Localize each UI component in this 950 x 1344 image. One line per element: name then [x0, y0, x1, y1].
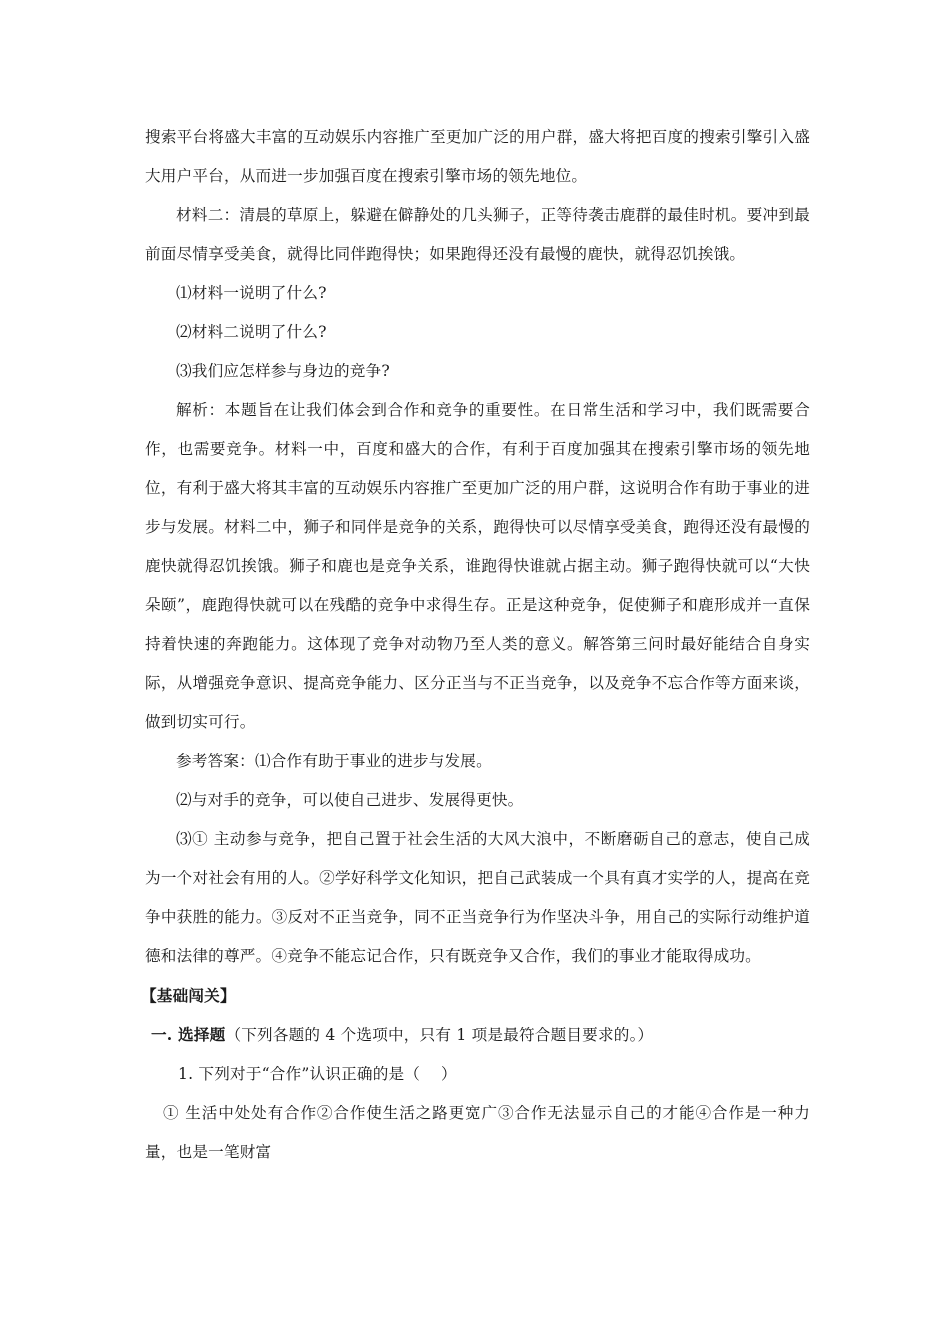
- question-3: ⑶我们应怎样参与身边的竞争?: [176, 362, 390, 380]
- paragraph-material-two: 材料二：清晨的草原上，躲避在僻静处的几头狮子，正等待袭击鹿群的最佳时机。要冲到最前面尽情享受美食，就得比同伴跑得快；如果跑得还没有最慢的鹿快，就得忍饥挨饿。: [145, 206, 810, 263]
- choice-question-1: 1. 下列对于“合作”认识正确的是（ ）: [178, 1065, 457, 1083]
- choice-title: 一. 选择题: [151, 1025, 226, 1044]
- answer-1: 参考答案：⑴合作有助于事业的进步与发展。: [176, 752, 492, 770]
- document-body: [141, 118, 810, 1172]
- answer-2: ⑵与对手的竞争，可以使自己进步、发展得更快。: [176, 791, 524, 809]
- choice-note: （下列各题的 4 个选项中，只有 1 项是最符合题目要求的。）: [225, 1026, 654, 1044]
- analysis-paragraph: 解析：本题旨在让我们体会到合作和竞争的重要性。在日常生活和学习中，我们既需要合作，也需要竞争。材料一中，百度和盛大的合作，有利于百度加强其在搜索引擎市场的领先地位，有利于盛大将其丰富的互动娱乐内容推广至更加广泛的用户群，这说明合作有助于事业的进步与发展。材料二中，狮子和同伴是竞争的关系，跑得快可以尽情享受美食，跑得还没有最慢的鹿快就得忍饥挨饿。狮子和鹿也是竞争关系，谁跑得快谁就占据主动。狮子跑得快就可以“大快朵颐”，鹿跑得快就可以在残酷的竞争中求得生存。正是这种竞争，促使狮子和鹿形成并一直保持着快速的奔跑能力。这体现了竞争对动物乃至人类的意义。解答第三问时最好能结合自身实际，从增强竞争意识、提高竞争能力、区分正当与不正当竞争，以及竞争不忘合作等方面来谈，做到切实可行。: [145, 401, 810, 731]
- paragraph-material-one-continued: 搜索平台将盛大丰富的互动娱乐内容推广至更加广泛的用户群，盛大将把百度的搜索引擎引入盛大用户平台，从而进一步加强百度在搜索引擎市场的领先地位。: [145, 128, 810, 185]
- question-2: ⑵材料二说明了什么?: [176, 323, 327, 341]
- section-heading: 【基础闯关】: [141, 986, 236, 1005]
- answer-3: ⑶① 主动参与竞争，把自己置于社会生活的大风大浪中，不断磨砺自己的意志，使自己成为一个对社会有用的人。②学好科学文化知识，把自己武装成一个具有真才实学的人，提高在竞争中获胜的能力。③反对不正当竞争，同不正当竞争行为作坚决斗争，用自己的实际行动维护道德和法律的尊严。④竞争不能忘记合作，只有既竞争又合作，我们的事业才能取得成功。: [145, 830, 810, 965]
- question-1: ⑴材料一说明了什么?: [176, 284, 327, 302]
- choice-question-1-options: ① 生活中处处有合作②合作使生活之路更宽广③合作无法显示自己的才能④合作是一种力量，也是一笔财富: [145, 1104, 810, 1161]
- choice-heading: [145, 1015, 810, 1055]
